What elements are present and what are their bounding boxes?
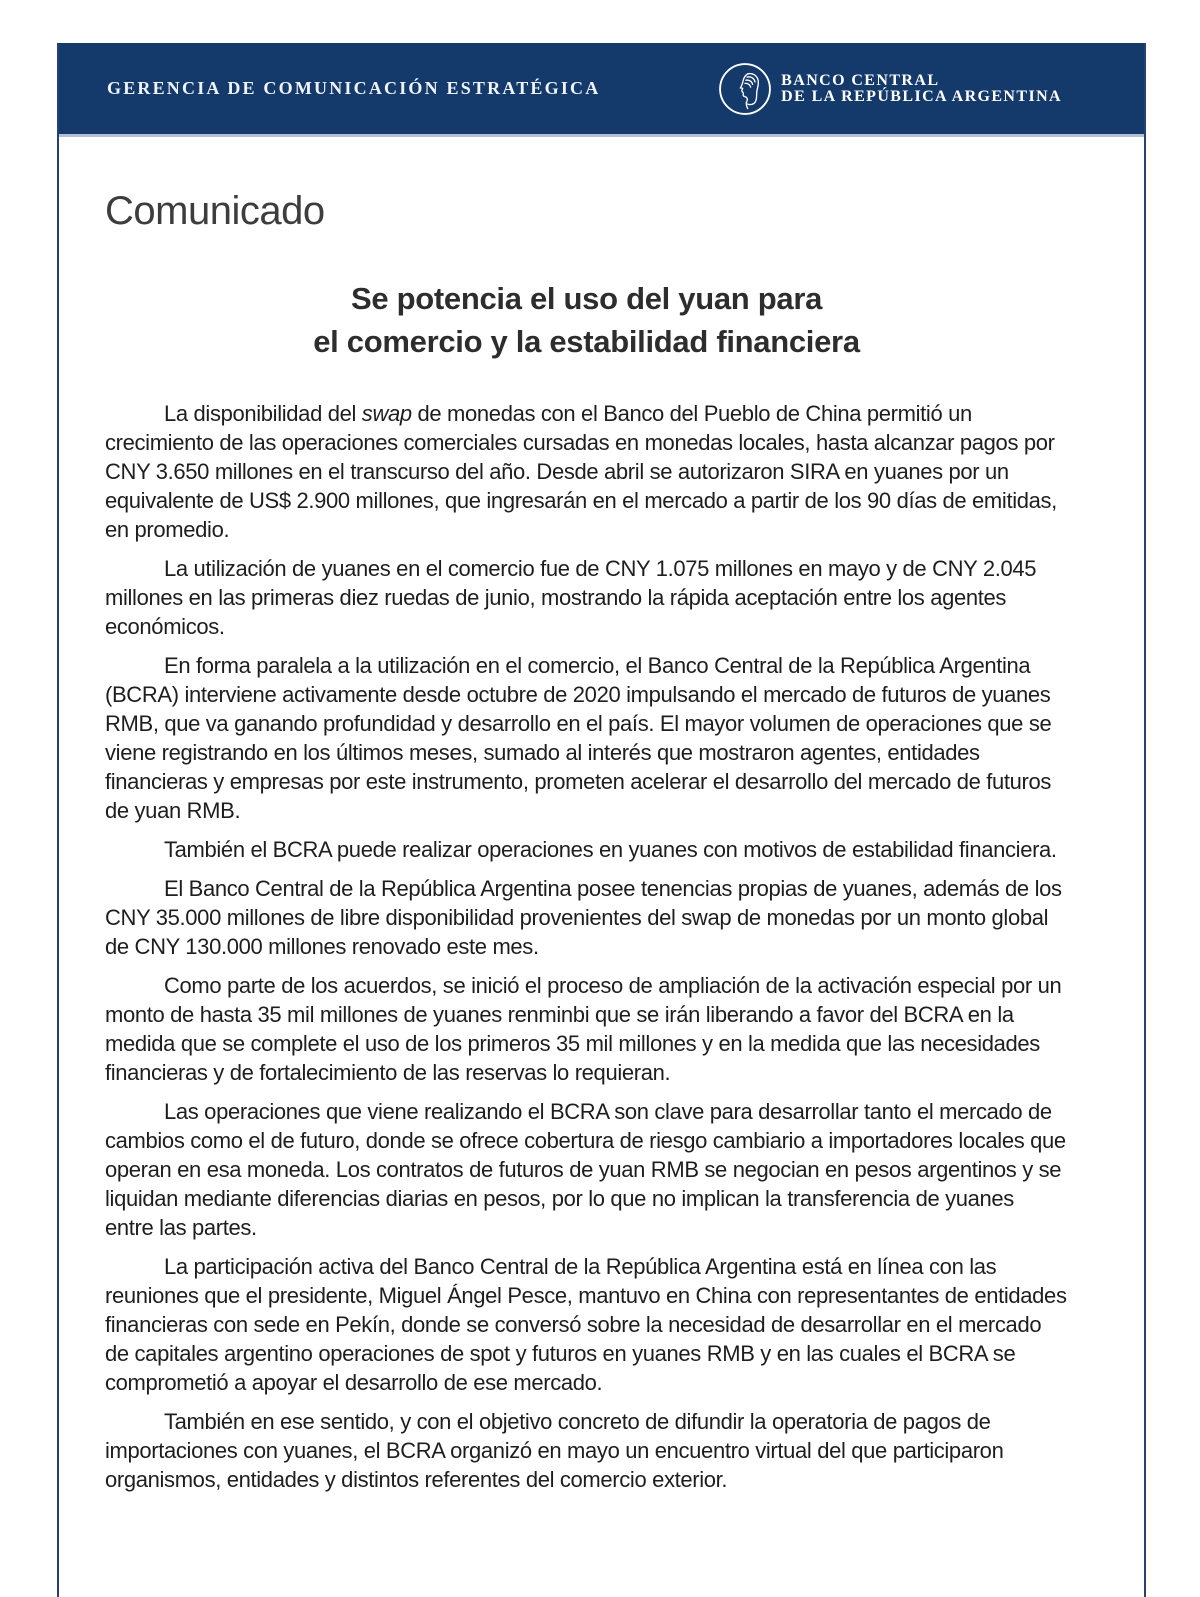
paragraph-4: También el BCRA puede realizar operaciones en yuanes con motivos de estabilidad financiera. bbox=[164, 837, 1057, 862]
paragraph-1-text: La disponibilidad del bbox=[164, 401, 362, 426]
document-body bbox=[59, 189, 1144, 1494]
paragraph-1-text-cont: de monedas con el Banco del Pueblo de China permitió un crecimiento de las operaciones comerciales cursadas en monedas locales, hasta alcanzar pagos por CNY 3.650 millones en el transcurso del año. Desde abril se autorizaron SIRA en yuanes por un equivalente de US$ 2.900 millones, que ingresarán en el mercado a partir de los 90 días de emitidas, en promedio. bbox=[105, 401, 1057, 542]
bank-name-line1: BANCO CENTRAL bbox=[781, 71, 940, 89]
paragraph-1-italic-term: swap bbox=[361, 401, 412, 426]
paragraph-3: En forma paralela a la utilización en el comercio, el Banco Central de la República Argentina (BCRA) interviene activamente desde octubre de 2020 impulsando el mercado de futuros de yuanes RMB, que va ganando profundidad y desarrollo en el país. El mayor volumen de operaciones que se viene registrando en los últimos meses, sumado al interés que mostraron agentes, entidades financieras y empresas por este instrumento, prometen acelerar el desarrollo del mercado de futuros de yuan RMB. bbox=[105, 653, 1052, 823]
document-title bbox=[105, 277, 1068, 363]
paragraph-7: Las operaciones que viene realizando el BCRA son clave para desarrollar tanto el mercado de cambios como el de futuro, donde se ofrece cobertura de riesgo cambiario a importadores locales que operan en esa moneda. Los contratos de futuros de yuan RMB se negocian en pesos argentinos y se liquidan mediante diferencias diarias en pesos, por lo que no implican la transferencia de yuanes entre las partes. bbox=[105, 1099, 1066, 1240]
bank-name bbox=[781, 73, 1062, 105]
department-title: GERENCIA DE COMUNICACIÓN ESTRATÉGICA bbox=[107, 78, 601, 98]
paragraph-8: La participación activa del Banco Central de la República Argentina está en línea con las reuniones que el presidente, Miguel Ángel Pesce, mantuvo en China con representantes de entidades financieras con sede en Pekín, donde se conversó sobre la necesidad de desarrollar en el mercado de capitales argentino operaciones de spot y futuros en yuanes RMB y en las cuales el BCRA se comprometió a apoyar el desarrollo de ese mercado. bbox=[105, 1254, 1067, 1395]
document-page bbox=[57, 43, 1146, 1597]
paragraph-9: También en ese sentido, y con el objetivo concreto de difundir la operatoria de pagos de importaciones con yuanes, el BCRA organizó en mayo un encuentro virtual del que participaron organismos, entidades y distintos referentes del comercio exterior. bbox=[105, 1409, 1004, 1492]
header-bar bbox=[59, 43, 1144, 137]
paragraph-2: La utilización de yuanes en el comercio fue de CNY 1.075 millones en mayo y de CNY 2.045 millones en las primeras diez ruedas de junio, mostrando la rápida aceptación entre los agentes económicos. bbox=[105, 556, 1037, 639]
paragraph-1 bbox=[105, 399, 1068, 544]
document-title-line2: el comercio y la estabilidad financiera bbox=[313, 324, 860, 359]
bank-name-line2: DE LA REPÚBLICA ARGENTINA bbox=[781, 87, 1062, 105]
paragraph-5: El Banco Central de la República Argentina posee tenencias propias de yuanes, además de los CNY 35.000 millones de libre disponibilidad provenientes del swap de monedas por un monto global de CNY 130.000 millones renovado este mes. bbox=[105, 876, 1062, 959]
bank-brand bbox=[718, 62, 1062, 116]
bcra-logo-icon bbox=[718, 62, 772, 116]
document-title-line1: Se potencia el uso del yuan para bbox=[350, 281, 823, 316]
page-title: Comunicado bbox=[105, 189, 325, 233]
paragraph-6: Como parte de los acuerdos, se inició el proceso de ampliación de la activación especial por un monto de hasta 35 mil millones de yuanes renminbi que se irán liberando a favor del BCRA en la medida que se complete el uso de los primeros 35 mil millones y en la medida que las necesidades financieras y de fortalecimiento de las reservas lo requieran. bbox=[105, 973, 1062, 1085]
